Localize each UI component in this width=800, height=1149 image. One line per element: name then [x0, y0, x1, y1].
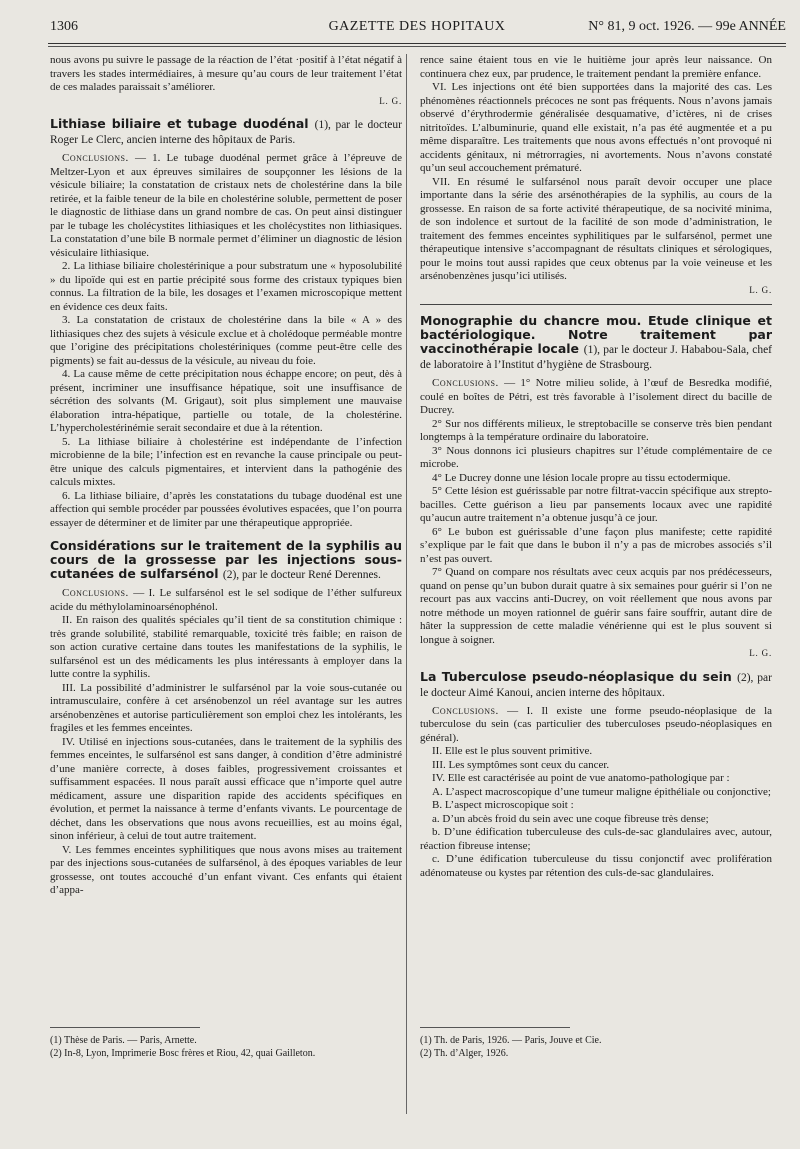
article-byline: (1), par le docteur Roger Le Clerc, ancien interne des hôpitaux de Paris.	[50, 119, 402, 146]
conclusions-label: Conclusions.	[432, 377, 499, 389]
paragraph: 3. La constatation de cristaux de cholestérine dans la bile « A » des lithiasiques chez des sujets à vésicule exclue et à cholédoque perméable montre que l’origine des précipitations cholestériniques (comme peut-être celle des pigments) se fait au-dessus de la vésicule, au niveau du foie.	[50, 314, 402, 367]
signature: L. G.	[749, 648, 772, 658]
article-heading	[50, 539, 402, 582]
page-number: 1306	[50, 19, 78, 34]
article-separator	[420, 304, 772, 305]
paragraph: III. La possibilité d’administrer le sulfarsénol par la voie sous-cutanée ou intramusculaire, confère à cet arsénobenzol un réel avantage sur les autres arsénobenzènes et autorise particulièrement son emploi chez les intolérants, les fragiles et les femmes enceintes.	[50, 681, 402, 734]
conclusions-label: Conclusions.	[432, 704, 499, 717]
right-column	[420, 54, 772, 880]
paragraph: — 1° Notre milieu solide, à l’œuf de Besredka modifié, coulé en boîtes de Pétri, est très favorable à l’isolement direct du bacille de Ducrey.	[420, 377, 773, 416]
paragraph: — I. Le sulfarsénol est le sel sodique de l’éther sulfureux acide du méthylolaminoarsénophénol.	[50, 587, 402, 613]
footnotes-left	[50, 1034, 315, 1060]
article-byline: (1), par le docteur J. Hababou-Sala, chef de laboratoire à l’Institut d’hygiène de Strasbourg.	[420, 344, 773, 371]
footnote-rule	[420, 1027, 570, 1028]
paragraph: 2° Sur nos différents milieux, le streptobacille se conserve très bien pendant longtemps à la température ordinaire du laboratoire.	[420, 417, 772, 443]
header-rule-thin	[48, 46, 786, 47]
paragraph: 4. La cause même de cette précipitation nous échappe encore; on peut, dès à présent, incriminer une insuffisance hépatique, soit une insuffisance de sécrétion des solvants (M. Grigaut), soit plus simplement une mauvaise élaboration intra-hépatique, partielle ou totale, de la cholestérine. L’hypercholestérinémie serait secondaire et due à la rétention.	[50, 368, 402, 434]
issue-info: N° 81, 9 oct. 1926. — 99e ANNÉE	[588, 19, 786, 34]
paragraph: 3° Nous donnons ici plusieurs chapitres sur l’étude complémentaire de ce microbe.	[420, 444, 772, 470]
paragraph: VI. Les injections ont été bien supportées dans la majorité des cas. Les phénomènes réactionnels précoces ne sont pas fréquents. Nous n’avons jamais observé d’érythrodermie généralisée desquamative, d’ictères, ni de crises nitritoïdes. L’albuminurie, quand elle existait, n’a pas été augmentée et a pu même disparaître. Les traitements que nous avons effectués n’ont provoqué ni accidents génitaux, ni métrorragies, ni avortements. Nous n’avons constaté qu’un seul accouchement prématuré.	[420, 81, 772, 174]
paragraph: 6° Le bubon est guérissable d’une façon plus manifeste; cette rapidité s’explique par le fait que dans le bubon il n’y a pas de microbes associés s’il n’est pas ouvert.	[420, 525, 772, 565]
paragraph: 4° Le Ducrey donne une lésion locale propre au tissu ectodermique.	[432, 471, 731, 484]
conclusions-label: Conclusions.	[62, 152, 129, 164]
article-heading	[420, 670, 772, 700]
article-title: La Tuberculose pseudo-néoplasique du sein	[420, 668, 732, 684]
footnotes-right	[420, 1034, 601, 1060]
article-heading	[50, 117, 402, 147]
article-title: Monographie du chancre mou. Etude clinique et bactériologique. Notre traitement par vaccinothérapie locale	[420, 313, 772, 356]
signature: L. G.	[379, 95, 402, 106]
signature: L. G.	[749, 284, 772, 295]
header-rule	[48, 43, 786, 44]
paragraph: 5. La lithiase biliaire à cholestérine est indépendante de l’infection microbienne de la bile; l’infection est en revanche la cause principale ou peut-être unique des calculs pigmentaires, et intervient dans la pathogénie des calculs mixtes.	[50, 435, 402, 488]
footnote: (2) In-8, Lyon, Imprimerie Bosc frères et Riou, 42, quai Gailleton.	[50, 1048, 316, 1059]
paragraph: II. Elle est le plus souvent primitive.	[432, 745, 593, 757]
paragraph: VII. En résumé le sulfarsénol nous paraît devoir occuper une place importante dans la série des arsénothérapies de la syphilis, au cours de la grossesse. En raison de sa forte activité thérapeutique, de sa nocivité minima, de son indolence et surtout de la facilité de son mode d’administration, le traitement des femmes enceintes syphilitiques par le sulfarsénol, permet une thérapeutique intensive s’accompagnant de résultats cliniques et sérologiques, pour le moins tout aussi rapides que ceux obtenus par la voie veineuse et les arsénobenzènes jusqu’ici utilisés.	[420, 175, 772, 282]
paragraph: IV. Utilisé en injections sous-cutanées, dans le traitement de la syphilis des femmes enceintes, le sulfarsénol est sans danger, à condition d’être administré d’une manière correcte, à doses faibles, progressivement croissantes et suffisamment espacées. Il nous paraît aussi efficace que n’importe quel autre médicament, assure une disparition rapide des accidents spécifiques en évolution, et permet la naissance à terme d’enfants vivants. Le pourcentage de déchet, dans les observations que nous avons recueillies, est au moins égal, sinon inférieur, à celui de tout autre traitement.	[50, 735, 402, 842]
paragraph: b. D’une édification tuberculeuse des culs-de-sac glandulaires avec, autour, réaction fibreuse intense;	[420, 826, 772, 852]
paragraph: — 1. Le tubage duodénal permet grâce à l’épreuve de Meltzer-Lyon et aux épreuves similaires de soupçonner les lésions de la vésicule biliaire; la constatation de cristaux nets de cholestérine dans la bile retirée, et la faible teneur de la bile en cholestérine soluble, permettent de poser le diagnostic de lithiase dans un grand nombre de cas. On peut ainsi distinguer par le tubage les cholécystites lithiasiques et les cholécystites non lithiasiques. La constatation d’une bile B normale permet d’éliminer un diagnostic de lésion vésiculaire lithiasique.	[50, 152, 403, 259]
paragraph: 2. La lithiase biliaire cholestérinique a pour substratum une « hyposolubilité » du lipoïde qui est en partie précipité sous forme des cristaux typiques bien connus. La filtration de la bile, les dosages et l’examen microscopique mettent en évidence ces deux faits.	[50, 260, 402, 313]
article-byline: (2), par le docteur René Derennes.	[222, 569, 381, 581]
article-title: Lithiase biliaire et tubage duodénal	[50, 116, 309, 131]
column-divider	[406, 54, 407, 1114]
paragraph: IV. Elle est caractérisée au point de vue anatomo-pathologique par :	[432, 772, 730, 784]
paragraph: c. D’une édification tuberculeuse du tissu conjonctif avec prolifération adénomateuse ou kystes par rétention des culs-de-sac glandulaires.	[420, 853, 772, 879]
article-heading	[420, 314, 772, 372]
article-title: Considérations sur le traitement de la syphilis au cours de la grossesse par les injections sous-cutanées de sulfarsénol	[50, 538, 402, 581]
footnote: (2) Th. d’Alger, 1926.	[420, 1048, 509, 1059]
conclusions-label: Conclusions.	[62, 587, 129, 599]
footnote: (1) Th. de Paris, 1926. — Paris, Jouve et Cie.	[420, 1035, 602, 1046]
paragraph: — I. Il existe une forme pseudo-néoplasique de la tuberculose du sein (cas particulier des tuberculoses pseudo-néoplasiques en général).	[420, 704, 773, 744]
paragraph: II. En raison des qualités spéciales qu’il tient de sa constitution chimique : très grande solubilité, stabilité remarquable, toxicité très faible; en raison de son action curative certaine dans toutes les manifestations de la syphilis, le sulfarsénol est un des médicaments les plus intéressants à employer dans la lutte contre la syphilis.	[50, 614, 402, 680]
left-column	[50, 54, 402, 898]
paragraph: III. Les symptômes sont ceux du cancer.	[432, 758, 610, 771]
paragraph: V. Les femmes enceintes syphilitiques que nous avons mises au traitement par des injections sous-cutanées de sulfarsénol, à des époques variables de leur grossesse, ont toutes accouché d’un enfant vivant. Ces enfants qui étaient d’appa-	[50, 843, 402, 896]
running-header	[48, 16, 786, 40]
journal-title: GAZETTE DES HOPITAUX	[328, 19, 506, 34]
paragraph: nous avons pu suivre le passage de la réaction de l’état ·positif à l’état négatif à travers les stades intermédiaires, à mesure qu’au cours de leur traitement l’état de ces malades paraissait s’améliorer.	[50, 54, 402, 93]
paragraph: 7° Quand on compare nos résultats avec ceux acquis par nos prédécesseurs, quand on pense qu’un bubon durait quatre à six semaines pour guérir si l’on ne recourt pas aux vaccins anti-Ducrey, on voit réellement que nous avons par notre méthode un moyen rationnel de guérir sans faire souffrir, autant dire de hâter la suppression de cette maladie vénérienne qui est le plus souvent si longue à soigner.	[420, 566, 772, 646]
paragraph: a. D’un abcès froid du sein avec une coque fibreuse très dense;	[432, 812, 709, 825]
paragraph: 5° Cette lésion est guérissable par notre filtrat-vaccin spécifique aux strepto-bacilles. Cette guérison a lieu par pansements locaux avec une rapidité qu’aucun autre traitement n’a obtenue jusqu’à ce jour.	[420, 485, 772, 524]
paragraph: 6. La lithiase biliaire, d’après les constatations du tubage duodénal est une affection qui semble procéder par poussées évolutives espacées, que l’on pourra essayer de déterminer et de limiter par une thérapeutique appropriée.	[50, 489, 402, 529]
footnote: (1) Thèse de Paris. — Paris, Arnette.	[50, 1035, 197, 1046]
paragraph: A. L’aspect macroscopique d’une tumeur maligne épithéliale ou conjonctive;	[432, 785, 771, 798]
paragraph: B. L’aspect microscopique soit :	[432, 799, 574, 811]
paragraph: rence saine étaient tous en vie le huitième jour après leur naissance. On continuera chez eux, par prudence, le traitement pendant la première enfance.	[420, 54, 772, 80]
article-byline: (2), par le docteur Aimé Kanoui, ancien interne des hôpitaux.	[420, 671, 772, 699]
footnote-rule	[50, 1027, 200, 1028]
